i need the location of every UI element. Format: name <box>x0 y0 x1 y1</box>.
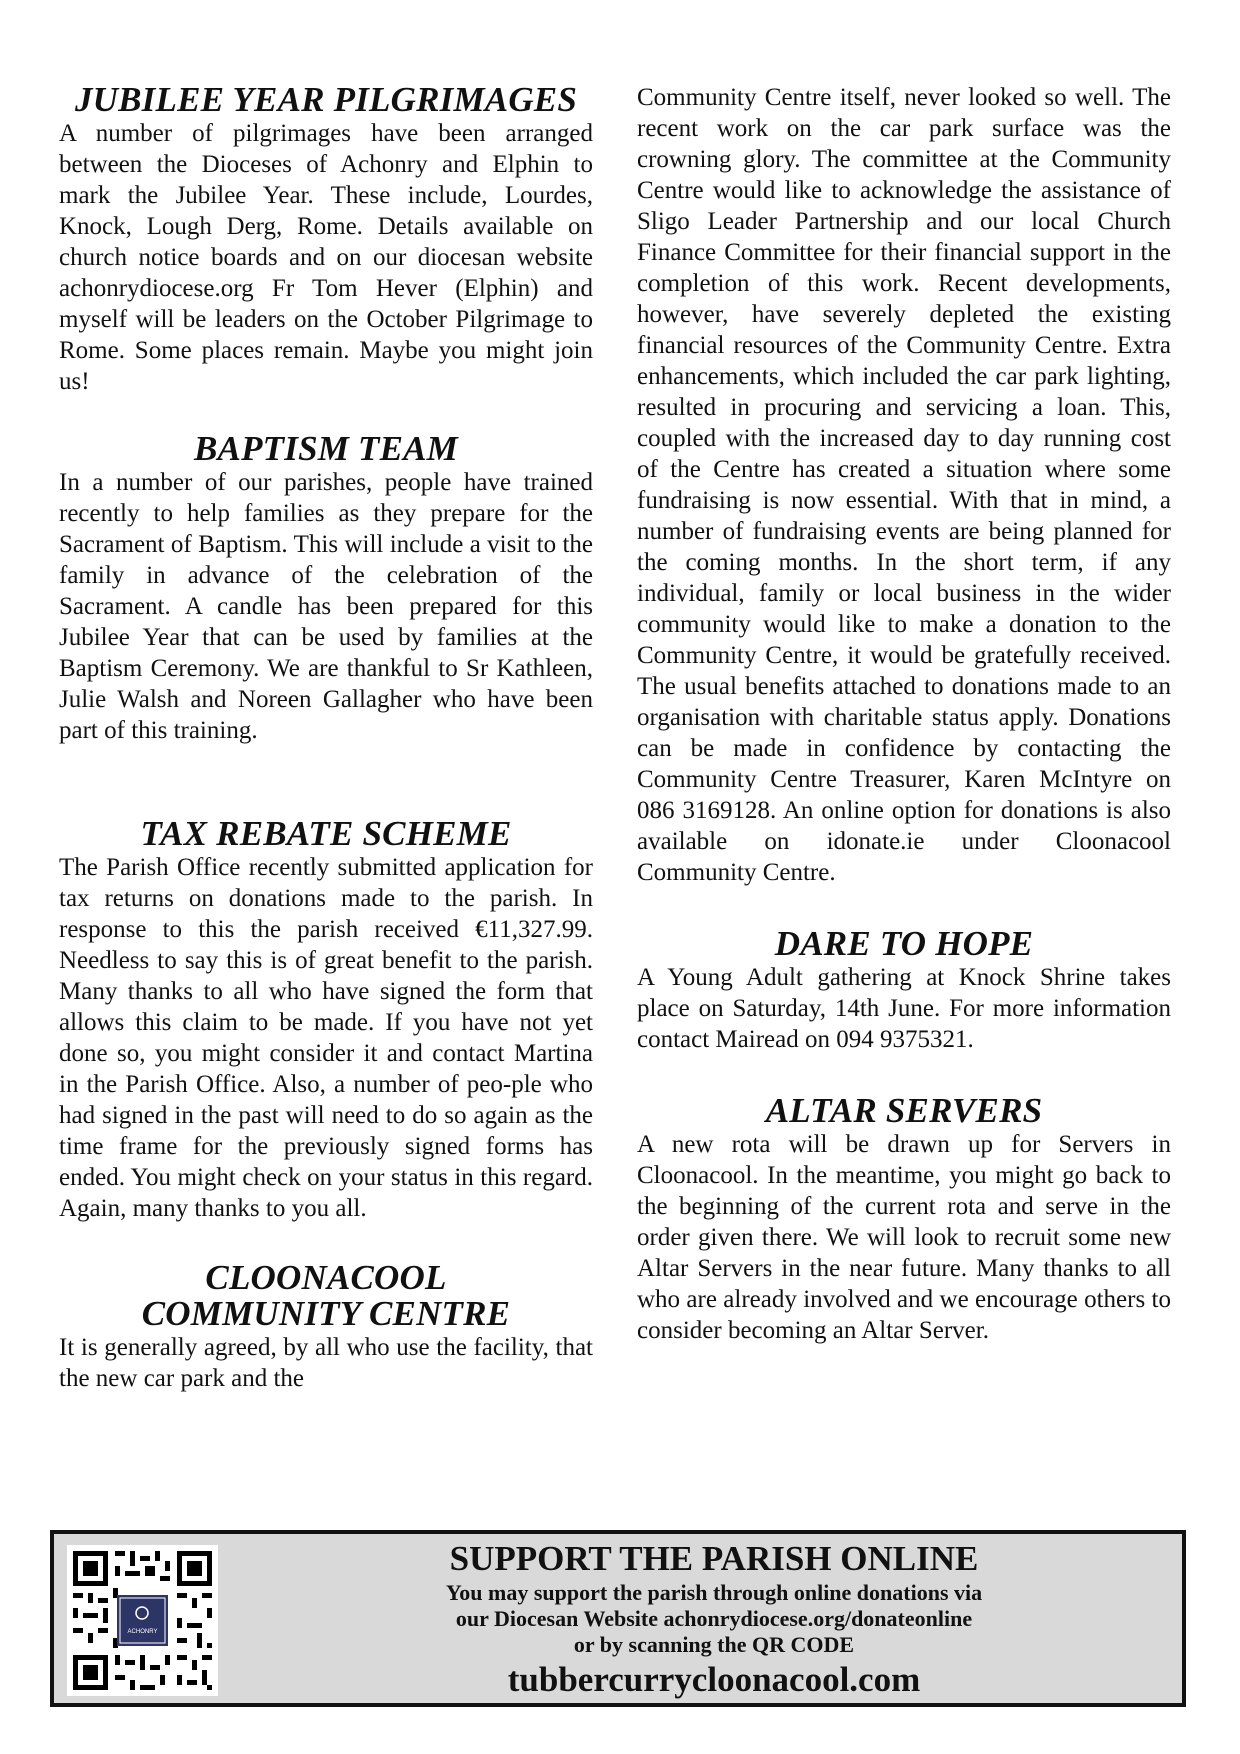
section-altar-servers <box>637 1093 1171 1346</box>
heading-dare-to-hope: DARE TO HOPE <box>774 924 1034 963</box>
heading-community-centre-line1: CLOONACOOL <box>205 1258 447 1297</box>
footer-line-3: or by scanning the QR CODE <box>573 1632 855 1657</box>
right-column <box>637 82 1171 1346</box>
heading-jubilee-pilgrimages: JUBILEE YEAR PILGRIMAGES <box>74 80 578 119</box>
heading-community-centre-line2: COMMUNITY CENTRE <box>141 1294 511 1333</box>
section-baptism-team <box>59 431 593 746</box>
footer-website-link[interactable]: tubbercurrycloonacool.com <box>507 1660 921 1699</box>
body-tax-rebate: The Parish Office recently submitted application for tax returns on donations made to the parish. In response to this the parish received €11,327.99. Needless to say this is of great benefit to the parish. Many thanks to all who have signed the form that allows this claim to be made. If you have not yet done so, you might consider it and contact Martina in the Parish Office. Also, a number of peo-ple who had signed in the past will need to do so again as the time frame for the previously signed forms has ended. You might check on your status in this regard. Again, many thanks to you all. <box>59 854 593 1222</box>
footer-title: SUPPORT THE PARISH ONLINE <box>449 1539 979 1578</box>
footer-line-2[interactable]: our Diocesan Website achonrydiocese.org/donateonline <box>455 1606 973 1631</box>
support-parish-banner <box>50 1530 1186 1707</box>
qr-logo-text: ACHONRY <box>127 1629 158 1635</box>
body-community-centre-continued: Community Centre itself, never looked so well. The recent work on the car park surface was the crowning glory. The committee at the Community Centre would like to acknowledge the assistance of Sligo Leader Partnership and our local Church Finance Committee for their financial support in the completion of this work. Recent developments, however, have severely depleted the existing financial resources of the Community Centre. Extra enhancements, which included the car park lighting, resulted in procuring and servicing a loan. This, coupled with the increased day to day running cost of the Centre has created a situation where some fundraising is now essential. With that in mind, a number of fundraising events are being planned for the coming months. In the short term, if any individual, family or local business in the wider community would like to make a donation to the Community Centre, it would be gratefully received. The usual benefits attached to donations made to an organisation with charitable status apply. Donations can be made in confidence by contacting the Community Centre Treasurer, Karen McIntyre on 086 3169128. An online option for donations is also available on idonate.ie under Cloonacool Community Centre. <box>637 84 1171 886</box>
body-jubilee-pilgrimages: A number of pilgrimages have been arranged between the Dioceses of Achonry and Elphin to mark the Jubilee Year. These include, Lourdes, Knock, Lough Derg, Rome. Details available on church notice boards and on our diocesan website achonrydiocese.org Fr Tom Hever (Elphin) and myself will be leaders on the October Pilgrimage to Rome. Some places remain. Maybe you might join us! <box>59 120 593 395</box>
qr-code-icon[interactable] <box>67 1545 218 1696</box>
heading-tax-rebate: TAX REBATE SCHEME <box>140 814 512 853</box>
footer-line-1: You may support the parish through online donations via <box>445 1580 983 1605</box>
section-community-centre <box>59 1260 593 1394</box>
body-altar-servers: A new rota will be drawn up for Servers in Cloonacool. In the meantime, you might go back to the beginning of the current rota and serve in the order given there. We will look to recruit some new Altar Servers in the near future. Many thanks to all who are already involved and we encourage others to consider becoming an Altar Server. <box>637 1131 1171 1344</box>
body-dare-to-hope: A Young Adult gathering at Knock Shrine takes place on Saturday, 14th June. For more information contact Mairead on 094 9375321. <box>637 964 1171 1053</box>
body-baptism-team: In a number of our parishes, people have trained recently to help families as they prepare for the Sacrament of Baptism. This will include a visit to the family in advance of the celebration of the Sacrament. A candle has been prepared for this Jubilee Year that can be used by families at the Baptism Ceremony. We are thankful to Sr Kathleen, Julie Walsh and Noreen Gallagher who have been part of this training. <box>59 469 593 744</box>
section-tax-rebate <box>59 816 593 1224</box>
footer-text-block <box>254 1538 1174 1702</box>
section-jubilee-pilgrimages <box>59 82 593 397</box>
left-column <box>59 82 593 1394</box>
body-community-centre-start: It is generally agreed, by all who use the facility, that the new car park and the <box>59 1334 593 1392</box>
heading-baptism-team: BAPTISM TEAM <box>194 429 458 468</box>
section-community-centre-continued <box>637 82 1171 888</box>
heading-altar-servers: ALTAR SERVERS <box>765 1091 1043 1130</box>
section-dare-to-hope <box>637 926 1171 1055</box>
